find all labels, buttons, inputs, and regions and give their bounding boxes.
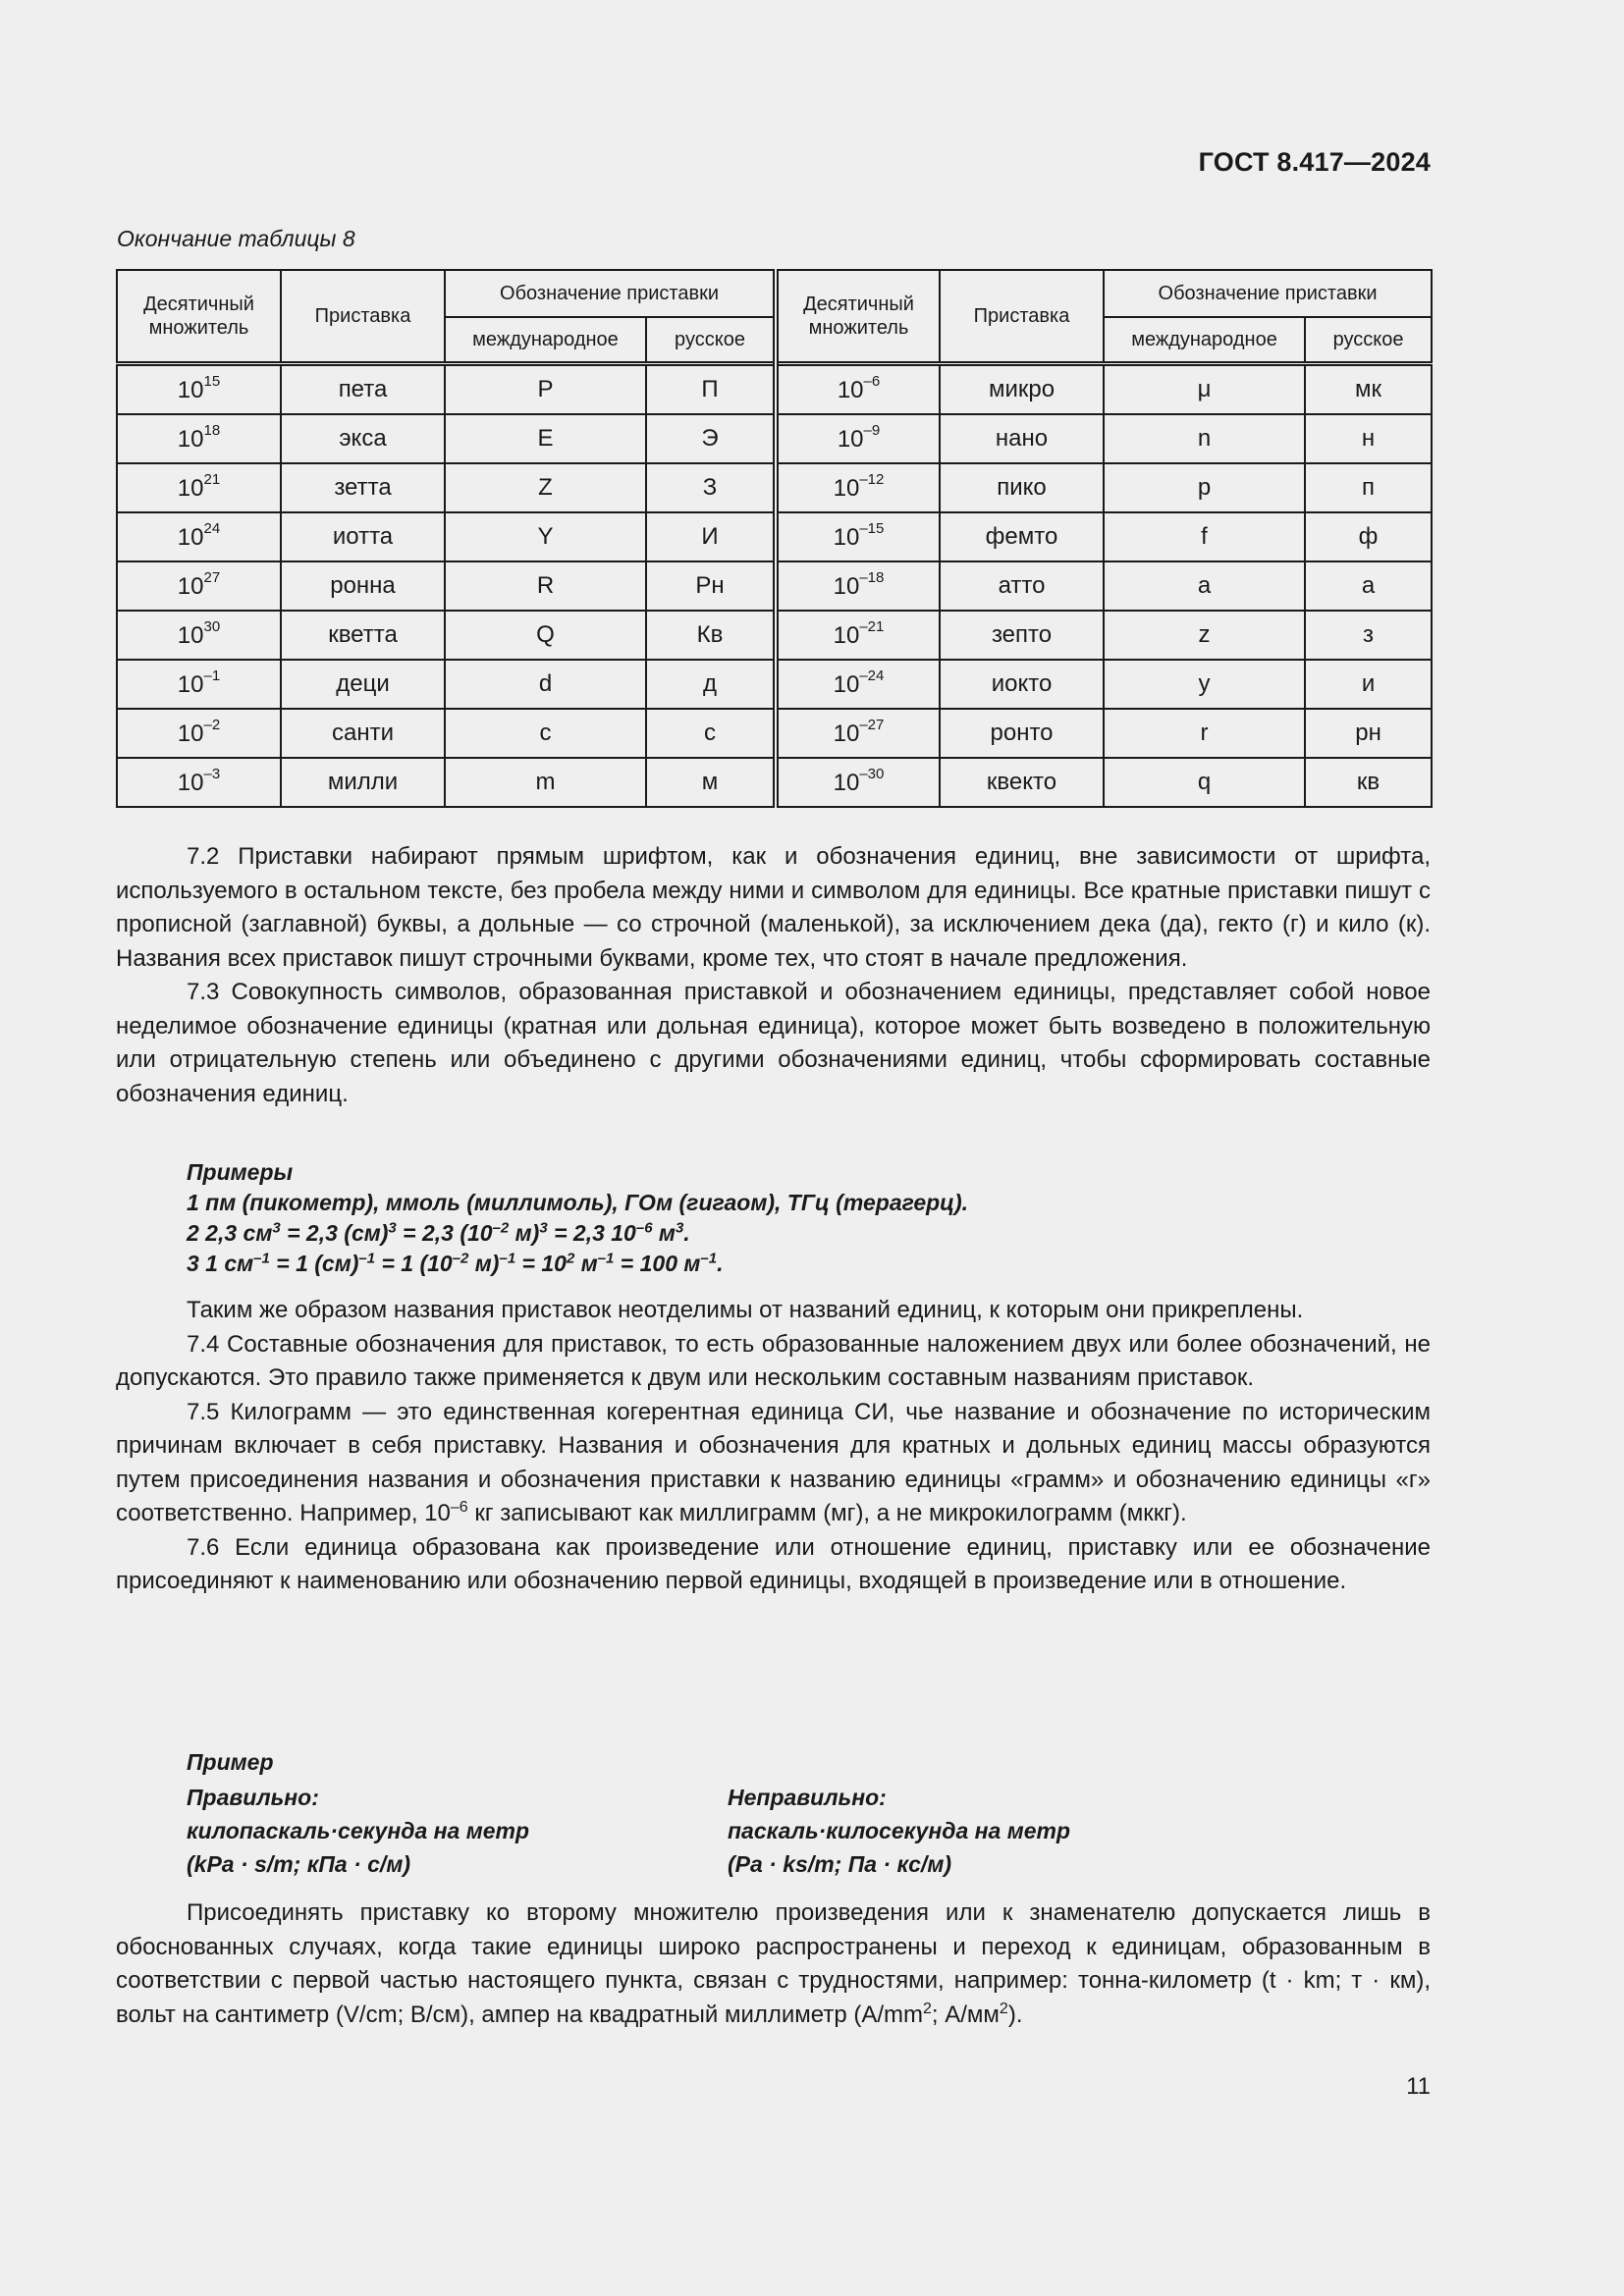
cell-multiplier: $10^{-1}$ bbox=[117, 660, 281, 709]
cell-prefix: квекто bbox=[940, 758, 1104, 807]
cell-prefix: нано bbox=[940, 414, 1104, 463]
header-multiplier: Десятичный множитель bbox=[117, 270, 281, 364]
cell-prefix: микро bbox=[940, 364, 1104, 415]
cell-multiplier: $10^{-18}$ bbox=[776, 561, 940, 611]
cell-prefix: пета bbox=[281, 364, 445, 415]
cell-multiplier: $10^{18}$ bbox=[117, 414, 281, 463]
example2-correct bbox=[187, 1781, 529, 1881]
cell-multiplier: $10^{-30}$ bbox=[776, 758, 940, 807]
paragraph-7-4: 7.4 Составные обозначения для приставок, то есть образованные наложением двух или более обозначений, не допускаются. Это правило также применяется к двум или нескольким составным названиям приставок. bbox=[116, 1330, 1431, 1391]
cell-prefix: зетта bbox=[281, 463, 445, 512]
cell-rus: мк bbox=[1305, 364, 1432, 415]
examples-title: Примеры bbox=[187, 1159, 294, 1185]
cell-rus: д bbox=[646, 660, 776, 709]
cell-intl: f bbox=[1104, 512, 1305, 561]
header-designation: Обозначение приставки bbox=[445, 270, 776, 317]
cell-prefix: иокто bbox=[940, 660, 1104, 709]
cell-rus: ф bbox=[1305, 512, 1432, 561]
header-designation: Обозначение приставки bbox=[1104, 270, 1432, 317]
table-row bbox=[117, 463, 1432, 512]
table-row bbox=[117, 660, 1432, 709]
paragraph-7-2: 7.2 Приставки набирают прямым шрифтом, как и обозначения единиц, вне зависимости от шрифта, используемого в остальном тексте, без пробела между ними и символом для единицы. Все кратные приставки пишут с прописной (заглавной) буквы, а дольные — со строчной (маленькой), за исключением дека (да), гекто (г) и кило (к). Названия всех приставок пишут строчными буквами, кроме тех, что стоят в начале предложения. bbox=[116, 843, 1431, 972]
cell-intl: m bbox=[445, 758, 646, 807]
cell-intl: z bbox=[1104, 611, 1305, 660]
cell-rus: н bbox=[1305, 414, 1432, 463]
cell-rus: и bbox=[1305, 660, 1432, 709]
cell-multiplier: $10^{-2}$ bbox=[117, 709, 281, 758]
cell-rus: м bbox=[646, 758, 776, 807]
cell-rus: Э bbox=[646, 414, 776, 463]
table-row bbox=[117, 709, 1432, 758]
table-row bbox=[117, 364, 1432, 415]
cell-prefix: экса bbox=[281, 414, 445, 463]
cell-intl: P bbox=[445, 364, 646, 415]
correct-name: килопаскаль·секунда на метр bbox=[187, 1818, 530, 1843]
example-2: 2 2,3 $см^3 = 2,3$ (см)$^3$ = 2,3 ($10^{-2}$ м)$^3$ = 2,3 $10^{-6}$ $м^3$. bbox=[187, 1219, 690, 1246]
cell-intl: p bbox=[1104, 463, 1305, 512]
paragraph-last: Присоединять приставку ко второму множителю произведения или к знаменателю допускается лишь в обоснованных случаях, когда такие единицы широко распространены и переход к единицам, образованным в соответствии с первой частью настоящего пункта, связан с трудностями, например: тонна-километр (t · km; т · км), вольт на сантиметр (V/cm; В/см), ампер на квадратный миллиметр ($A/mm^2$; $А/мм^2$). bbox=[116, 1899, 1431, 2028]
body-text-2 bbox=[116, 1294, 1431, 1599]
cell-prefix: фемто bbox=[940, 512, 1104, 561]
header-international: международное bbox=[1104, 317, 1305, 364]
header-russian: русское bbox=[1305, 317, 1432, 364]
header-prefix: Приставка bbox=[281, 270, 445, 364]
cell-multiplier: $10^{15}$ bbox=[117, 364, 281, 415]
header-multiplier: Десятичный множитель bbox=[776, 270, 940, 364]
paragraph-same-way: Таким же образом названия приставок неотделимы от названий единиц, к которым они прикреплены. bbox=[187, 1297, 1304, 1323]
body-text-1 bbox=[116, 840, 1431, 1111]
cell-rus: с bbox=[646, 709, 776, 758]
cell-prefix: пико bbox=[940, 463, 1104, 512]
paragraph-7-5: 7.5 Килограмм — это единственная когерентная единица СИ, чье название и обозначение по историческим причинам включает в себя приставку. Названия и обозначения для кратных и дольных единиц массы образуются путем присоединения названия и обозначения приставки к названию единицы «грамм» и обозначению единицы «г» соответственно. Например, $10^{-6}$ кг записывают как миллиграмм (мг), а не микрокилограмм (мккг). bbox=[116, 1398, 1431, 1526]
cell-intl: y bbox=[1104, 660, 1305, 709]
cell-prefix: ронто bbox=[940, 709, 1104, 758]
cell-prefix: деци bbox=[281, 660, 445, 709]
wrong-symbol: (Pa · ks/m; Па · кс/м) bbox=[728, 1851, 951, 1877]
cell-rus: кв bbox=[1305, 758, 1432, 807]
header-international: международное bbox=[445, 317, 646, 364]
cell-rus: а bbox=[1305, 561, 1432, 611]
paragraph-7-3: 7.3 Совокупность символов, образованная приставкой и обозначением единицы, представляет собой новое неделимое обозначение единицы (кратная или дольная единица), которое может быть возведено в положительную или отрицательную степень или объединено с другими обозначениями единиц, чтобы сформировать составные обозначения единиц. bbox=[116, 979, 1431, 1107]
correct-label: Правильно: bbox=[187, 1785, 319, 1810]
example-3: 3 1 $см^{-1} = 1$ (см)$^{-1}$ = 1 ($10^{-2}$ $м)^{-1} = 10^2$ $м^{-1} = 100$ $м^{-1}$. bbox=[187, 1250, 724, 1276]
page-number: 11 bbox=[1406, 2073, 1431, 2100]
cell-multiplier: $10^{21}$ bbox=[117, 463, 281, 512]
paragraph-7-6: 7.6 Если единица образована как произведение или отношение единиц, приставку или ее обозначение присоединяют к наименованию или обозначению первой единицы, входящей в произведение или в отношение. bbox=[116, 1533, 1431, 1594]
cell-multiplier: $10^{24}$ bbox=[117, 512, 281, 561]
cell-multiplier: $10^{-27}$ bbox=[776, 709, 940, 758]
example-1: 1 пм (пикометр), ммоль (миллимоль), ГОм (гигаом), ТГц (терагерц). bbox=[187, 1190, 969, 1215]
cell-multiplier: $10^{30}$ bbox=[117, 611, 281, 660]
cell-intl: Z bbox=[445, 463, 646, 512]
cell-intl: Y bbox=[445, 512, 646, 561]
cell-prefix: атто bbox=[940, 561, 1104, 611]
header-prefix: Приставка bbox=[940, 270, 1104, 364]
example2-wrong bbox=[728, 1781, 1070, 1881]
cell-multiplier: $10^{-12}$ bbox=[776, 463, 940, 512]
cell-prefix: милли bbox=[281, 758, 445, 807]
cell-rus: Кв bbox=[646, 611, 776, 660]
table-row bbox=[117, 758, 1432, 807]
cell-intl: n bbox=[1104, 414, 1305, 463]
cell-intl: Q bbox=[445, 611, 646, 660]
table-row bbox=[117, 561, 1432, 611]
examples-block bbox=[187, 1157, 968, 1279]
cell-multiplier: $10^{27}$ bbox=[117, 561, 281, 611]
cell-rus: И bbox=[646, 512, 776, 561]
cell-intl: μ bbox=[1104, 364, 1305, 415]
cell-intl: R bbox=[445, 561, 646, 611]
cell-prefix: иотта bbox=[281, 512, 445, 561]
cell-intl: d bbox=[445, 660, 646, 709]
table-row bbox=[117, 414, 1432, 463]
cell-rus: рн bbox=[1305, 709, 1432, 758]
body-text-3 bbox=[116, 1896, 1431, 2032]
cell-rus: з bbox=[1305, 611, 1432, 660]
header-russian: русское bbox=[646, 317, 776, 364]
cell-intl: c bbox=[445, 709, 646, 758]
cell-multiplier: $10^{-3}$ bbox=[117, 758, 281, 807]
wrong-label: Неправильно: bbox=[728, 1785, 887, 1810]
cell-multiplier: $10^{-9}$ bbox=[776, 414, 940, 463]
cell-multiplier: $10^{-21}$ bbox=[776, 611, 940, 660]
cell-rus: Рн bbox=[646, 561, 776, 611]
cell-multiplier: $10^{-24}$ bbox=[776, 660, 940, 709]
cell-intl: a bbox=[1104, 561, 1305, 611]
table-row bbox=[117, 611, 1432, 660]
cell-multiplier: $10^{-15}$ bbox=[776, 512, 940, 561]
table-row bbox=[117, 512, 1432, 561]
correct-symbol: (kPa · s/m; кПа · с/м) bbox=[187, 1851, 410, 1877]
document-code: ГОСТ 8.417—2024 bbox=[1198, 147, 1431, 177]
cell-prefix: ронна bbox=[281, 561, 445, 611]
wrong-name: паскаль·килосекунда на метр bbox=[728, 1818, 1071, 1843]
table-caption: Окончание таблицы 8 bbox=[117, 226, 355, 251]
cell-intl: E bbox=[445, 414, 646, 463]
cell-rus: п bbox=[1305, 463, 1432, 512]
example2-title: Пример bbox=[187, 1749, 274, 1775]
cell-intl: q bbox=[1104, 758, 1305, 807]
cell-intl: r bbox=[1104, 709, 1305, 758]
cell-multiplier: $10^{-6}$ bbox=[776, 364, 940, 415]
cell-rus: П bbox=[646, 364, 776, 415]
cell-prefix: санти bbox=[281, 709, 445, 758]
prefix-table bbox=[116, 269, 1433, 808]
cell-rus: З bbox=[646, 463, 776, 512]
cell-prefix: кветта bbox=[281, 611, 445, 660]
cell-prefix: зепто bbox=[940, 611, 1104, 660]
